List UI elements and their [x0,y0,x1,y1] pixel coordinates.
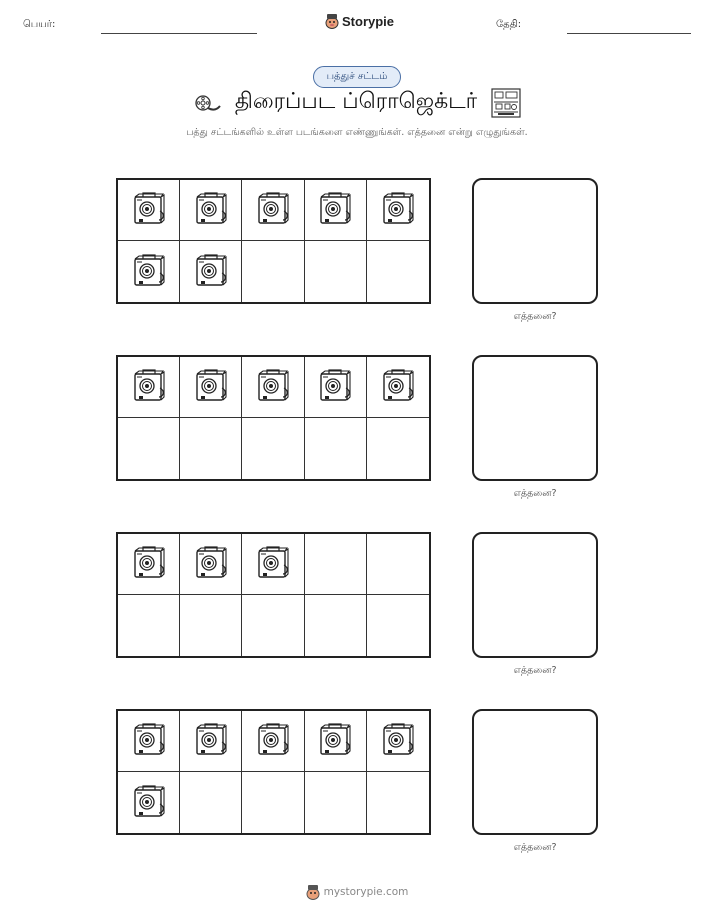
film-projector-icon [254,366,292,408]
answer-box[interactable] [472,709,598,835]
frame-cell [118,241,180,302]
frame-cell [305,534,367,595]
frame-cell [367,241,429,302]
film-reel-icon [193,92,221,114]
storypie-mascot-icon [306,884,320,900]
name-label: பெயர்: [23,19,56,30]
film-projector-icon [316,720,354,762]
frame-cell [305,772,367,833]
category-badge: பத்துச் சட்டம் [313,66,401,88]
frame-cell [367,534,429,595]
frame-cell [180,534,242,595]
frame-cell [367,595,429,656]
frame-cell [118,711,180,772]
frame-cell [242,772,304,833]
title-row [0,88,714,118]
footer-url: mystorypie.com [323,886,409,898]
name-line[interactable] [101,33,257,34]
frame-cell [367,711,429,772]
frame-cell [242,711,304,772]
answer-box[interactable] [472,355,598,481]
film-projector-icon [379,366,417,408]
film-projector-icon [379,189,417,231]
film-projector-icon [130,189,168,231]
film-projector-icon [192,189,230,231]
frame-cell [180,772,242,833]
date-label: தேதி: [496,19,522,30]
frame-cell [118,772,180,833]
film-projector-icon [130,720,168,762]
film-projector-icon [254,543,292,585]
frame-cell [305,595,367,656]
frame-cell [118,418,180,479]
frame-cell [367,357,429,418]
film-projector-icon [192,543,230,585]
answer-label: எத்தனை? [513,311,557,322]
projector-scene-icon [491,88,521,118]
film-projector-icon [254,189,292,231]
frame-cell [180,180,242,241]
frame-cell [118,180,180,241]
ten-frame [116,355,431,481]
frame-cell [180,357,242,418]
ten-frame [116,532,431,658]
frame-cell [180,595,242,656]
frame-cell [242,180,304,241]
film-projector-icon [254,720,292,762]
answer-box[interactable] [472,532,598,658]
answer-label: எத்தனை? [513,842,557,853]
page-title: திரைப்பட ப்ரொஜெக்டர் [234,89,478,114]
answer-label: எத்தனை? [513,665,557,676]
frame-cell [180,418,242,479]
frame-cell [118,595,180,656]
answer-label: எத்தனை? [513,488,557,499]
logo-text: Storypie [342,13,395,29]
frame-cell [367,418,429,479]
storypie-mascot-icon [325,13,339,29]
storypie-logo [325,13,394,29]
frame-cell [118,357,180,418]
film-projector-icon [130,251,168,293]
frame-cell [305,241,367,302]
film-projector-icon [130,543,168,585]
ten-frame [116,709,431,835]
frame-cell [242,241,304,302]
film-projector-icon [130,366,168,408]
frame-cell [305,418,367,479]
film-projector-icon [316,366,354,408]
frame-cell [180,241,242,302]
frame-cell [118,534,180,595]
frame-cell [242,357,304,418]
frame-cell [305,357,367,418]
film-projector-icon [192,720,230,762]
frame-cell [242,595,304,656]
film-projector-icon [192,251,230,293]
film-projector-icon [379,720,417,762]
footer [0,884,714,900]
frame-cell [180,711,242,772]
film-projector-icon [130,782,168,824]
date-line[interactable] [567,33,691,34]
film-projector-icon [316,189,354,231]
instructions: பத்து சட்டங்களில் உள்ள படங்களை எண்ணுங்கள். எத்தனை என்று எழுதுங்கள். [186,127,528,138]
frame-cell [367,772,429,833]
film-projector-icon [192,366,230,408]
frame-cell [242,418,304,479]
frame-cell [367,180,429,241]
answer-box[interactable] [472,178,598,304]
frame-cell [305,711,367,772]
frame-cell [305,180,367,241]
frame-cell [242,534,304,595]
ten-frame [116,178,431,304]
